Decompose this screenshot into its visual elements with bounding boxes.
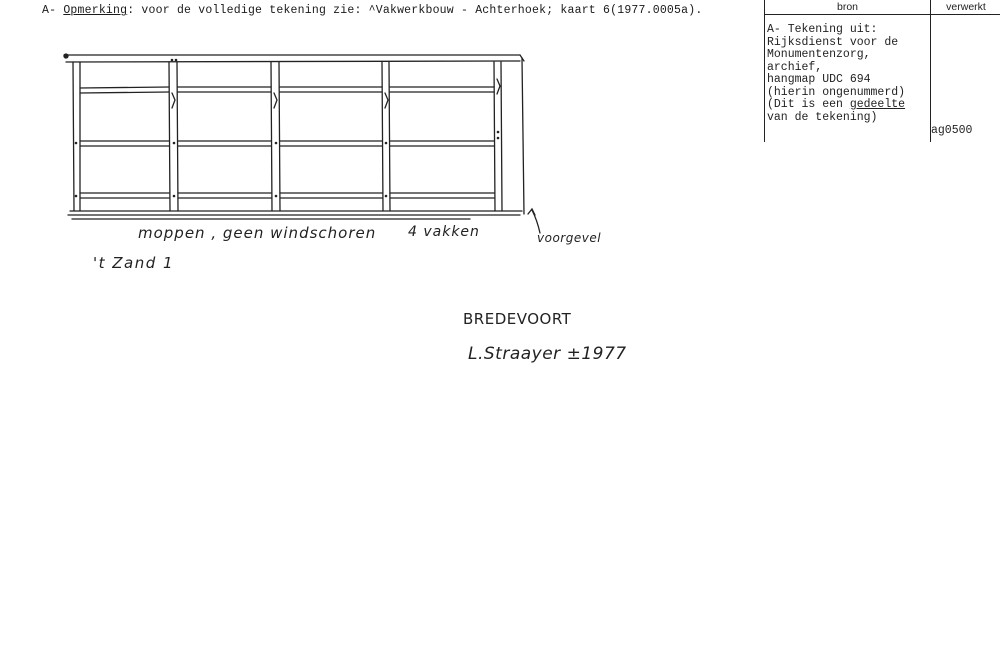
bron-line: hangmap UDC 694 [767, 73, 871, 86]
bron-line: (hierin ongenummerd) [767, 85, 906, 99]
annotation-address: 't Zand 1 [93, 254, 175, 272]
column-header-verwerkt: verwerkt [946, 1, 986, 13]
bron-line: A- Tekening uit: [767, 23, 878, 36]
column-header-bron: bron [836, 1, 858, 13]
author-date: L.Straayer ±1977 [468, 344, 627, 364]
bron-line: Rijksdienst voor de [767, 35, 899, 49]
bron-line: archief, [767, 60, 823, 74]
annotation-vakken: 4 vakken [408, 224, 480, 240]
bron-line: van de tekening) [767, 110, 878, 124]
remark-label: Opmerking [63, 4, 128, 17]
bron-line: Monumentenzorg, [767, 48, 871, 61]
remark-prefix: A- [42, 4, 64, 17]
bron-line-partial: (Dit is een gedeelte [767, 98, 906, 111]
annotation-mappen: moppen , geen windschoren [138, 224, 377, 242]
underlined-word: gedeelte [849, 98, 906, 111]
annotation-voorgevel: voorgevel [537, 231, 602, 245]
remark-text: : voor de volledige tekening zie: ^Vakwerkbouw - Achterhoek; kaart 6(1977.0005a). [127, 4, 703, 17]
verwerkt-cell: ag0500 [931, 124, 973, 137]
place-name: BREDEVOORT [463, 310, 572, 328]
